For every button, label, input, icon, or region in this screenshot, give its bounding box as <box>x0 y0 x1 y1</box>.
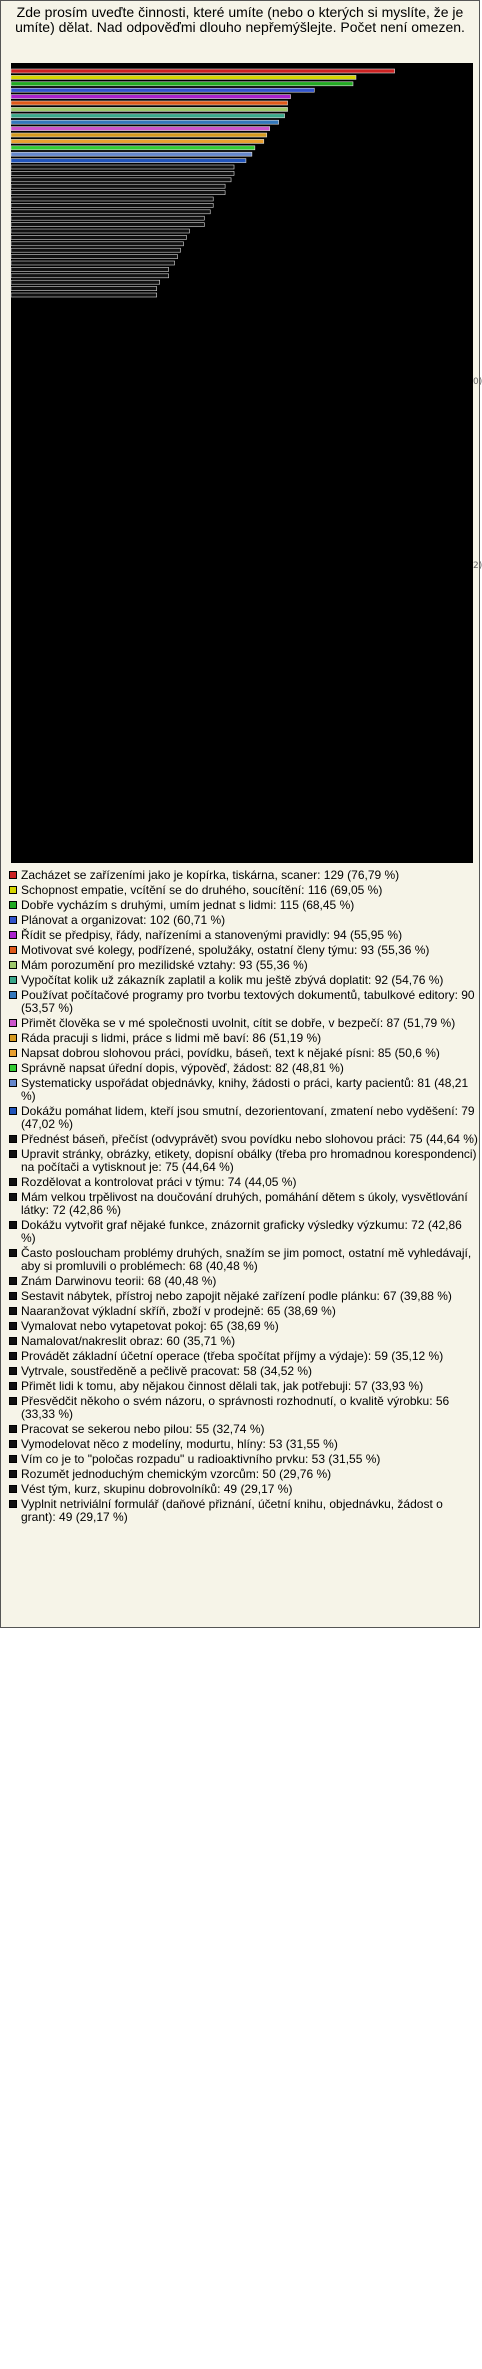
bar-6 <box>11 101 288 105</box>
legend-label: Plánovat a organizovat: 102 (60,71 %) <box>21 913 226 927</box>
legend-item <box>9 1498 479 1524</box>
legend-swatch <box>9 1455 17 1463</box>
bar-3 <box>11 82 353 86</box>
bar-13 <box>11 146 255 150</box>
legend-label: Znám Darwinovu teorii: 68 (40,48 %) <box>21 1274 217 1288</box>
legend-swatch <box>9 1079 17 1087</box>
legend-label: Mám porozumění pro mezilidské vztahy: 93 (55,36 %) <box>21 958 308 972</box>
legend-item <box>9 1365 479 1378</box>
legend-label: Vytrvale, soustředěně a pečlivě pracovat: 58 (34,52 %) <box>21 1364 313 1378</box>
bar-19 <box>11 184 225 188</box>
bar-12 <box>11 139 264 143</box>
legend-item <box>9 1219 479 1245</box>
legend-item <box>9 1438 479 1451</box>
legend <box>9 869 479 1526</box>
legend-label: Dokážu vytvořit graf nějaké funkce, znázornit graficky výsledky výzkumu: 72 (42,86 %) <box>21 1218 462 1245</box>
bar-33 <box>11 274 169 278</box>
legend-label: Často posloucham problémy druhých, snažím se jim pomoct, ostatní mě vyhledávají, aby si promluvili o problémech: 68 (40,48 %) <box>21 1246 472 1273</box>
legend-item <box>9 1247 479 1273</box>
legend-swatch <box>9 1485 17 1493</box>
legend-item <box>9 1468 479 1481</box>
legend-swatch <box>9 901 17 909</box>
legend-label: Naaranžovat výkladní skříň, zboží v prodejně: 65 (38,69 %) <box>21 1304 336 1318</box>
bar-32 <box>11 267 169 271</box>
legend-label: Schopnost empatie, vcítění se do druhého, soucítění: 116 (69,05 %) <box>21 883 383 897</box>
legend-swatch <box>9 1249 17 1257</box>
legend-item <box>9 959 479 972</box>
legend-label: Vymodelovat něco z modelíny, modurtu, hlíny: 53 (31,55 %) <box>21 1437 338 1451</box>
plot-area <box>11 63 473 843</box>
legend-item <box>9 1483 479 1496</box>
bar-plot <box>11 63 473 843</box>
legend-swatch <box>9 1292 17 1300</box>
legend-swatch <box>9 1397 17 1405</box>
legend-swatch <box>9 1150 17 1158</box>
legend-label: Sestavit nábytek, přístroj nebo zapojit nějaké zařízení podle plánku: 67 (39,88 %) <box>21 1289 452 1303</box>
bar-14 <box>11 152 252 156</box>
legend-item <box>9 884 479 897</box>
legend-item <box>9 1148 479 1174</box>
legend-swatch <box>9 1221 17 1229</box>
legend-label: Systematicky uspořádat objednávky, knihy, žádosti o práci, karty pacientů: 81 (48,21 %) <box>21 1076 469 1103</box>
legend-item <box>9 1017 479 1030</box>
legend-label: Používat počítačové programy pro tvorbu textových dokumentů, tabulkové editory: 90 (53,57 %) <box>21 988 475 1015</box>
legend-label: Přesvědčit někoho o svém názoru, o správnosti rozhodnutí, o kvalitě výrobku: 56 (33,33 %) <box>21 1394 450 1421</box>
bar-11 <box>11 133 267 137</box>
legend-swatch <box>9 1019 17 1027</box>
legend-item <box>9 1133 479 1146</box>
bar-34 <box>11 280 160 284</box>
bar-10 <box>11 127 270 131</box>
legend-label: Motivovat své kolegy, podřízené, spolužáky, ostatní členy týmu: 93 (55,36 %) <box>21 943 430 957</box>
legend-swatch <box>9 1307 17 1315</box>
legend-swatch <box>9 1034 17 1042</box>
legend-swatch <box>9 991 17 999</box>
legend-swatch <box>9 1049 17 1057</box>
legend-item <box>9 1032 479 1045</box>
legend-item <box>9 1176 479 1189</box>
bar-25 <box>11 223 204 227</box>
legend-label: Pracovat se sekerou nebo pilou: 55 (32,74 %) <box>21 1422 265 1436</box>
legend-swatch <box>9 1107 17 1115</box>
legend-swatch <box>9 1322 17 1330</box>
legend-swatch <box>9 1500 17 1508</box>
legend-swatch <box>9 1135 17 1143</box>
bar-28 <box>11 242 183 246</box>
legend-swatch <box>9 1425 17 1433</box>
bar-31 <box>11 261 175 265</box>
legend-item <box>9 914 479 927</box>
legend-label: Mám velkou trpělivost na doučování druhých, pomáhání dětem s úkoly, vysvětlování látky: 72 (42,86 %) <box>21 1190 468 1217</box>
legend-label: Rozumět jednoduchým chemickým vzorcům: 50 (29,76 %) <box>21 1467 332 1481</box>
bar-22 <box>11 203 213 207</box>
bar-30 <box>11 255 178 259</box>
bar-16 <box>11 165 234 169</box>
chart-title: Zde prosím uveďte činnosti, které umíte (nebo o kterých si myslíte, že je umíte) dělat. Nad odpověďmi dlouho nepřemýšlejte. Počet není omezen. <box>15 4 465 35</box>
bar-20 <box>11 191 225 195</box>
legend-label: Přednést báseň, přečíst (odvyprávět) svou povídku nebo slohovou práci: 75 (44,64 %) <box>21 1132 478 1146</box>
bar-27 <box>11 235 186 239</box>
bar-36 <box>11 293 157 297</box>
legend-label: Provádět základní účetní operace (třeba spočítat příjmy a výdaje): 59 (35,12 %) <box>21 1349 444 1363</box>
legend-label: Vést tým, kurz, skupinu dobrovolníků: 49 (29,17 %) <box>21 1482 293 1496</box>
legend-label: Přimět lidi k tomu, aby nějakou činnost dělali tak, jak potřebuji: 57 (33,93 %) <box>21 1379 424 1393</box>
legend-item <box>9 869 479 882</box>
bar-4 <box>11 88 314 92</box>
legend-item <box>9 944 479 957</box>
legend-label: Dobře vycházím s druhými, umím jednat s lidmi: 115 (68,45 %) <box>21 898 355 912</box>
legend-swatch <box>9 916 17 924</box>
legend-label: Vím co je to "poločas rozpadu" u radioaktivního prvku: 53 (31,55 %) <box>21 1452 381 1466</box>
legend-swatch <box>9 886 17 894</box>
legend-item <box>9 1423 479 1436</box>
bar-29 <box>11 248 181 252</box>
legend-label: Vymalovat nebo vytapetovat pokoj: 65 (38,69 %) <box>21 1319 279 1333</box>
legend-label: Vypočítat kolik už zákazník zaplatil a kolik mu ještě zbývá doplatit: 92 (54,76 %) <box>21 973 444 987</box>
bar-26 <box>11 229 189 233</box>
legend-swatch <box>9 1367 17 1375</box>
bar-1 <box>11 69 395 73</box>
bar-15 <box>11 159 246 163</box>
legend-swatch <box>9 1193 17 1201</box>
legend-item <box>9 1335 479 1348</box>
legend-label: Zacházet se zařízeními jako je kopírka, tiskárna, scaner: 129 (76,79 %) <box>21 868 400 882</box>
legend-swatch <box>9 1064 17 1072</box>
legend-label: Rozdělovat a kontrolovat práci v týmu: 74 (44,05 %) <box>21 1175 297 1189</box>
legend-swatch <box>9 961 17 969</box>
legend-item <box>9 1191 479 1217</box>
legend-item <box>9 989 479 1015</box>
legend-swatch <box>9 976 17 984</box>
legend-swatch <box>9 1382 17 1390</box>
legend-item <box>9 1105 479 1131</box>
bar-18 <box>11 178 231 182</box>
legend-label: Řídit se předpisy, řády, nařízeními a stanovenými pravidly: 94 (55,95 %) <box>21 928 403 942</box>
legend-item <box>9 1275 479 1288</box>
legend-label: Upravit stránky, obrázky, etikety, dopisní obálky (třeba pro hromadnou korespondenci) na počítači a vytisknout je: 75 (44,64 %) <box>21 1147 477 1174</box>
legend-label: Namalovat/nakreslit obraz: 60 (35,71 %) <box>21 1334 236 1348</box>
bar-23 <box>11 210 210 214</box>
bar-8 <box>11 114 285 118</box>
legend-swatch <box>9 931 17 939</box>
legend-item <box>9 1062 479 1075</box>
legend-swatch <box>9 1337 17 1345</box>
legend-swatch <box>9 1277 17 1285</box>
legend-item <box>9 1395 479 1421</box>
legend-item <box>9 899 479 912</box>
legend-swatch <box>9 871 17 879</box>
bar-17 <box>11 171 234 175</box>
legend-item <box>9 1380 479 1393</box>
legend-item <box>9 929 479 942</box>
legend-swatch <box>9 1440 17 1448</box>
legend-item <box>9 974 479 987</box>
legend-item <box>9 1290 479 1303</box>
edge-mark-lower: 2) <box>473 561 482 571</box>
legend-swatch <box>9 1178 17 1186</box>
legend-item <box>9 1305 479 1318</box>
bar-24 <box>11 216 204 220</box>
legend-swatch <box>9 946 17 954</box>
legend-swatch <box>9 1352 17 1360</box>
legend-item <box>9 1453 479 1466</box>
bar-5 <box>11 95 291 99</box>
legend-label: Ráda pracuji s lidmi, práce s lidmi mě baví: 86 (51,19 %) <box>21 1031 322 1045</box>
legend-label: Správně napsat úřední dopis, výpověď, žádost: 82 (48,81 %) <box>21 1061 344 1075</box>
bar-21 <box>11 197 213 201</box>
plot-area-lower <box>11 843 473 863</box>
legend-label: Napsat dobrou slohovou práci, povídku, báseň, text k nějaké písni: 85 (50,6 %) <box>21 1046 440 1060</box>
bar-9 <box>11 120 279 124</box>
legend-item <box>9 1350 479 1363</box>
bar-2 <box>11 75 356 79</box>
legend-label: Dokážu pomáhat lidem, kteří jsou smutní, dezorientovaní, zmatení nebo vyděšení: 79 (47,02 %) <box>21 1104 475 1131</box>
legend-item <box>9 1320 479 1333</box>
bar-35 <box>11 287 157 291</box>
bar-7 <box>11 107 288 111</box>
legend-item <box>9 1047 479 1060</box>
legend-label: Vyplnit netriviální formulář (daňové přiznání, účetní knihu, objednávku, žádost o grant): 49 (29,17 %) <box>21 1497 443 1524</box>
legend-label: Přimět člověka se v mé společnosti uvolnit, cítit se dobře, v bezpečí: 87 (51,79 %) <box>21 1016 456 1030</box>
edge-mark-upper: 0) <box>473 377 482 387</box>
legend-swatch <box>9 1470 17 1478</box>
legend-item <box>9 1077 479 1103</box>
